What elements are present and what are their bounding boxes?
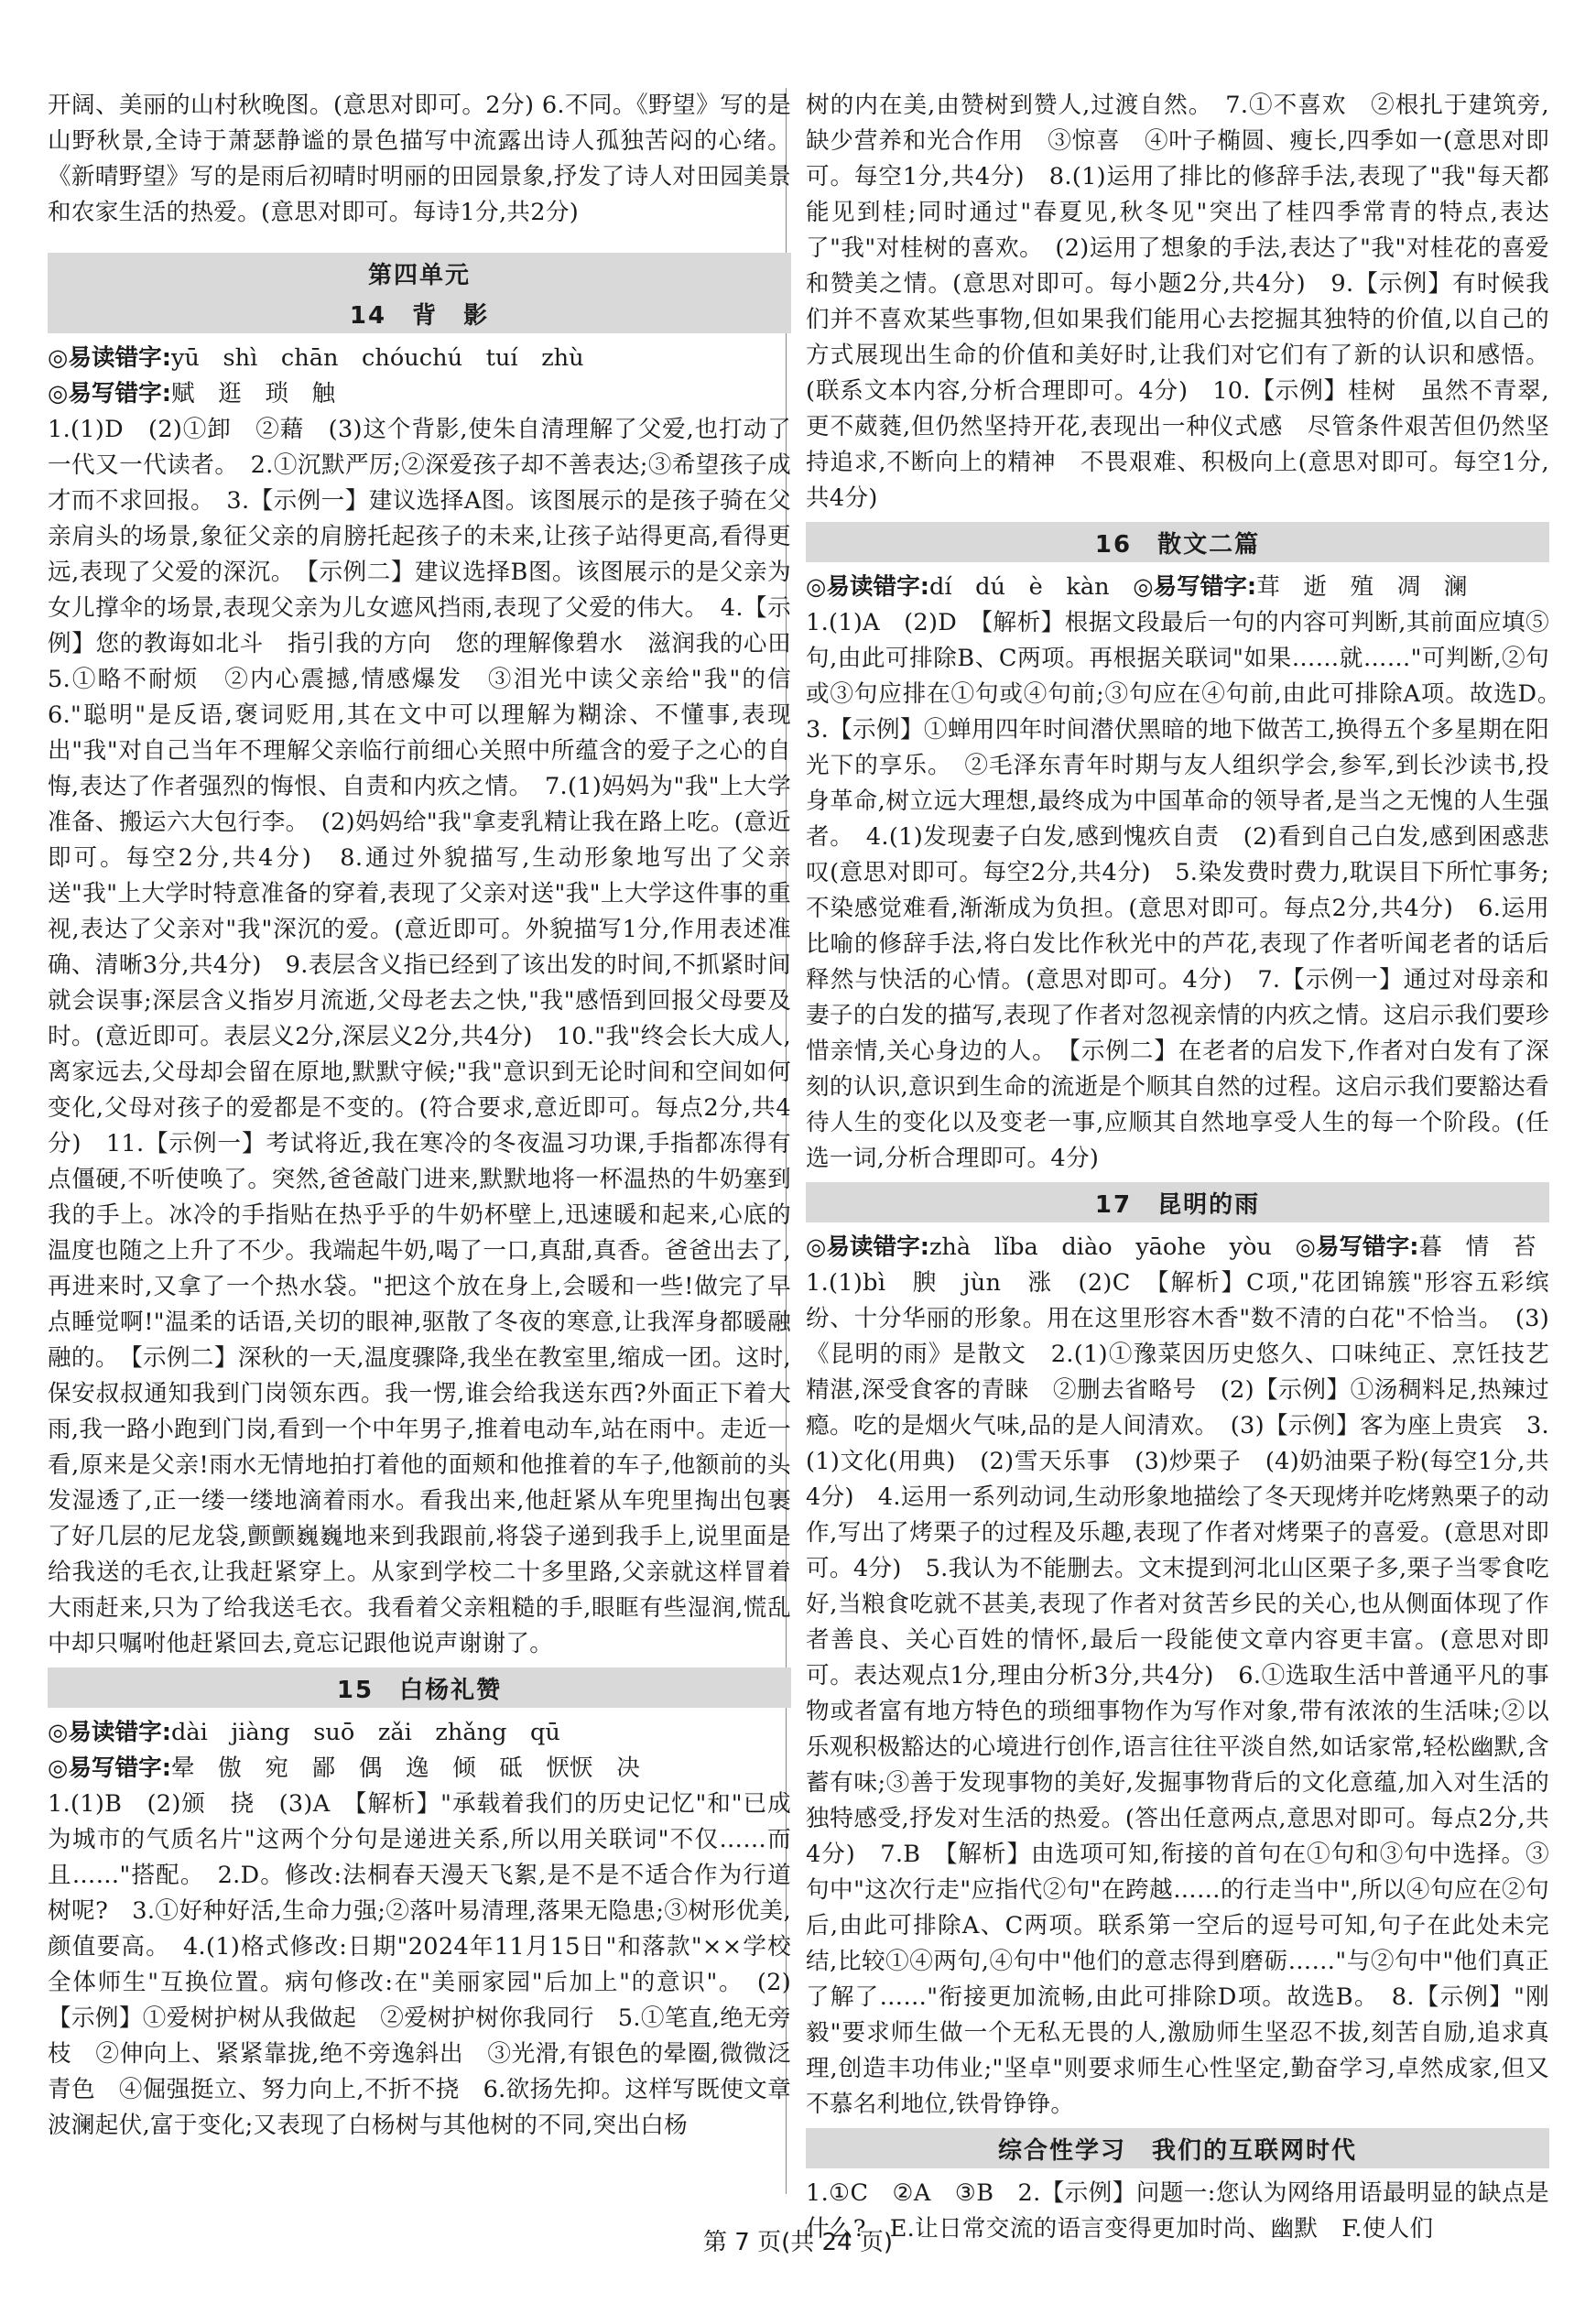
- page-number: 第 7 页(共 24 页): [703, 2229, 893, 2256]
- pinyin-list: zhà lǐba diào yāohe yòu: [928, 1233, 1272, 1261]
- easy-write-label: ◎易写错字:: [48, 1754, 171, 1782]
- paragraph: 树的内在美,由赞树到赞人,过渡自然。 7.①不喜欢 ②根扎于建筑旁,缺少营养和光合作用 ③惊喜 ④叶子椭圆、瘦长,四季如一(意思对即可。每空1分,共4分) 8.(1)运用了排比的修辞手法,表现了"我"每天都能见到桂;同时通过"春夏见,秋冬见"突出了桂四季常青的特点,表达了"我"对桂树的喜欢。 (2)运用了想象的手法,表达了"我"对桂花的喜爱和赞美之情。(意思对即可。每小题2分,共4分) 9.【示例】有时候我们并不喜欢某些事物,但如果我们能用心去挖掘其独特的价值,以自己的方式展现出生命的价值和美好时,让我们对它们有了新的认识和感悟。(联系文本内容,分析合理即可。4分) 10.【示例】桂树 虽然不青翠,更不葳蕤,但仍然坚持开花,表现出一种仪式感 尽管条件艰苦但仍然坚持追求,不断向上的精神 不畏艰难、积极向上(意思对即可。每空1分,共4分): [806, 92, 1549, 512]
- pinyin-list: dí dú è kàn: [928, 573, 1110, 601]
- easy-read-label: ◎易读错字:: [806, 573, 929, 601]
- easy-write-label: ◎易写错字:: [1295, 1233, 1419, 1261]
- character-list: 暮 情 苔: [1418, 1233, 1536, 1261]
- character-list: 晕 傲 宛 鄙 偶 逸 倾 砥 恹恹 决: [170, 1754, 640, 1782]
- answer-body: 1.(1)A (2)D 【解析】根据文段最后一句的内容可判断,其前面应填⑤句,由此可排除B、C两项。再根据关联词"如果……就……"可判断,②句或③句应排在①句或④句前;③句应在④句前,由此可排除A项。故选D。 3.【示例】①蝉用四年时间潜伏黑暗的地下做苦工,换得五个多星期在阳光下的享乐。 ②毛泽东青年时期与友人组织学会,参军,到长沙读书,投身革命,树立远大理想,最终成为中国革命的领导者,是当之无愧的人生强者。 4.(1)发现妻子白发,感到愧疚自责 (2)看到自己白发,感到困惑悲叹(意思对即可。每空2分,共4分) 5.染发费时费力,耽误目下所忙事务;不染感觉难看,渐渐成为负担。(意思对即可。每点2分,共4分) 6.运用比喻的修辞手法,将白发比作秋光中的芦花,表现了作者听闻老者的话后释然与快活的心情。(意思对即可。4分) 7.【示例一】通过对母亲和妻子的白发的描写,表现了作者对忽视亲情的内疚之情。这启示我们要珍惜亲情,关心身边的人。 【示例二】在老者的启发下,作者对白发有了深刻的认识,意识到生命的流逝是个顺其自然的过程。这启示我们要豁达看待人生的变化以及变老一事,应顺其自然地享受人生的每一个阶段。(任选一词,分析合理即可。4分): [806, 609, 1573, 1172]
- right-column: [806, 88, 1573, 2247]
- easy-write-label: ◎易写错字:: [48, 380, 171, 407]
- easy-write-errors: [48, 376, 791, 412]
- easy-write-label: ◎易写错字:: [1133, 573, 1257, 601]
- answer-body: 1.(1)bì 腴 jùn 涨 (2)C 【解析】C项,"花团锦簇"形容五彩缤纷、十分华丽的形象。用在这里形容木香"数不清的白花"不恰当。 (3)《昆明的雨》是散文 2.(1)①豫菜因历史悠久、口味纯正、烹饪技艺精湛,深受食客的青睐 ②删去省略号 (2)【示例】①汤稠料足,热辣过瘾。吃的是烟火气味,品的是人间清欢。 (3)【示例】客为座上贵宾 3.(1)文化(用典) (2)雪天乐事 (3)炒栗子 (4)奶油栗子粉(每空1分,共4分) 4.运用一系列动词,生动形象地描绘了冬天现烤并吃烤熟栗子的动作,写出了烤栗子的过程及乐趣,表现了作者对烤栗子的喜爱。(意思对即可。4分) 5.我认为不能删去。文末提到河北山区栗子多,栗子当零食吃好,当粮食吃就不甚美,表现了作者对贫苦乡民的关心,也从侧面体现了作者善良、关心百姓的情怀,最后一段能使文章内容更丰富。(意思对即可。表达观点1分,理由分析3分,共4分) 6.①选取生活中普通平凡的事物或者富有地方特色的琐细事物作为写作对象,带有浓浓的生活味;②以乐观积极豁达的心境进行创作,语言往往平淡自然,如话家常,轻松幽默,含蓄有味;③善于发现事物的美好,发掘事物背后的文化意蕴,加入对生活的独特感受,抒发对生活的热爱。(答出任意两点,意思对即可。每点2分,共4分) 7.B 【解析】由选项可知,衔接的首句在①句和③句中选择。③句中"这次行走"应指代②句"在跨越……的行走当中",所以④句应在②句后,由此可排除A、C两项。联系第一空后的逗号可知,句子在此处未完结,比较①④两句,④句中"他们的意志得到磨砺……"与②句中"他们真正了解了……"衔接更加流畅,由此可排除D项。故选B。 8.【示例】"刚毅"要求师生做一个无私无畏的人,激励师生坚忍不拔,刻苦自励,追求真理,创造丰功伟业;"坚卓"则要求师生心性坚定,勤奋学习,卓然成家,但又不慕名利地位,铁骨铮铮。: [806, 1269, 1549, 2118]
- comprehensive-study-heading: 综合性学习 我们的互联网时代: [806, 2128, 1549, 2168]
- unit-heading: 第四单元: [48, 253, 791, 293]
- character-list: 赋 逛 琐 触: [170, 380, 336, 407]
- easy-write-errors: [48, 1751, 791, 1787]
- lesson-15-heading: 15 白杨礼赞: [48, 1668, 791, 1708]
- easy-read-label: ◎易读错字:: [48, 1719, 171, 1746]
- easy-read-label: ◎易读错字:: [806, 1233, 929, 1261]
- answer-body: 1.(1)B (2)颁 挠 (3)A 【解析】"承载着我们的历史记忆"和"已成为城市的气质名片"这两个分句是递进关系,所以用关联词"不仅……而且……"搭配。 2.D。修改:法桐春天漫天飞絮,是不是不适合作为行道树呢? 3.①好种好活,生命力强;②落叶易清理,落果无隐患;③树形优美,颜值要高。 4.(1)格式修改:日期"2024年11月15日"和落款"××学校全体师生"互换位置。病句修改:在"美丽家园"后加上"的意识"。 (2)【示例】①爱树护树从我做起 ②爱树护树你我同行 5.①笔直,绝无旁枝 ②伸向上、紧紧靠拢,绝不旁逸斜出 ③光滑,有银色的晕圈,微微泛青色 ④倔强挺立、努力向上,不折不挠 6.欲扬先抑。这样写既使文章波澜起伏,富于变化;又表现了白杨树与其他树的不同,突出白杨: [48, 1790, 791, 2139]
- easy-errors-line: [806, 570, 1549, 605]
- lesson-17-heading: 17 昆明的雨: [806, 1182, 1549, 1222]
- easy-read-errors: [48, 1715, 791, 1751]
- lesson-14-heading: 14 背 影: [48, 293, 791, 333]
- lesson-16-heading: 16 散文二篇: [806, 522, 1549, 562]
- paragraph: 开阔、美丽的山村秋晚图。(意思对即可。2分) 6.不同。《野望》写的是山野秋景,全诗于萧瑟静谧的景色描写中流露出诗人孤独苦闷的心绪。《新晴野望》写的是雨后初晴时明丽的田园景象,抒发了诗人对田园美景和农家生活的热爱。(意思对即可。每诗1分,共2分): [48, 92, 791, 226]
- left-column: [48, 88, 815, 2144]
- pinyin-list: dài jiàng suō zǎi zhǎng qū: [170, 1719, 560, 1746]
- pinyin-list: yū shì chān chóuchú tuí zhù: [170, 344, 584, 372]
- character-list: 茸 逝 殖 凋 澜: [1256, 573, 1468, 601]
- easy-errors-line: [806, 1230, 1549, 1266]
- answer-body: 1.①C ②A ③B 2.【示例】问题一:您认为网络用语最明显的缺点是什么? E.让日常交流的语言变得更加时尚、幽默 F.使人们: [806, 2179, 1549, 2243]
- easy-read-label: ◎易读错字:: [48, 344, 171, 372]
- easy-read-errors: [48, 341, 791, 376]
- answer-body: 1.(1)D (2)①卸 ②藉 (3)这个背影,使朱自清理解了父爱,也打动了一代又一代读者。 2.①沉默严厉;②深爱孩子却不善表达;③希望孩子成才而不求回报。 3.【示例一】建议选择A图。该图展示的是孩子骑在父亲肩头的场景,象征父亲的肩膀托起孩子的未来,让孩子站得更高,看得更远,表现了父爱的深沉。 【示例二】建议选择B图。该图展示的是父亲为女儿撑伞的场景,表现父亲为儿女遮风挡雨,表现了父爱的伟大。 4.【示例】您的教诲如北斗 指引我的方向 您的理解像碧水 滋润我的心田 5.①略不耐烦 ②内心震撼,情感爆发 ③泪光中读父亲给"我"的信 6."聪明"是反语,褒词贬用,其在文中可以理解为糊涂、不懂事,表现出"我"对自己当年不理解父亲临行前细心关照中所蕴含的爱子之心的自悔,表达了作者强烈的悔恨、自责和内疚之情。 7.(1)妈妈为"我"上大学准备、搬运六大包行李。 (2)妈妈给"我"拿麦乳精让我在路上吃。(意近即可。每空2分,共4分) 8.通过外貌描写,生动形象地写出了父亲送"我"上大学时特意准备的穿着,表现了父亲对送"我"上大学这件事的重视,表达了父亲对"我"深沉的爱。(意近即可。外貌描写1分,作用表述准确、清晰3分,共4分) 9.表层含义指已经到了该出发的时间,不抓紧时间就会误事;深层含义指岁月流逝,父母老去之快,"我"感悟到回报父母要及时。(意近即可。表层义2分,深层义2分,共4分) 10."我"终会长大成人,离家远去,父母却会留在原地,默默守候;"我"意识到无论时间和空间如何变化,父母对孩子的爱都是不变的。(符合要求,意近即可。每点2分,共4分) 11.【示例一】考试将近,我在寒冷的冬夜温习功课,手指都冻得有点僵硬,不听使唤了。突然,爸爸敲门进来,默默地将一杯温热的牛奶塞到我的手上。冰冷的手指贴在热乎乎的牛奶杯壁上,迅速暖和起来,心底的温度也随之上升了不少。我端起牛奶,喝了一口,真甜,真香。爸爸出去了,再进来时,又拿了一个热水袋。"把这个放在身上,会暖和一些!做完了早点睡觉啊!"温柔的话语,关切的眼神,驱散了冬夜的寒意,让我浑身都暖融融的。 【示例二】深秋的一天,温度骤降,我坐在教室里,缩成一团。这时,保安叔叔通知我到门岗领东西。我一愣,谁会给我送东西?外面正下着大雨,我一路小跑到门岗,看到一个中年男子,推着电动车,站在雨中。走近一看,原来是父亲!雨水无情地拍打着他的面颊和他推着的车子,他额前的头发湿透了,正一缕一缕地滴着雨水。看我出来,他赶紧从车兜里掏出包裹了好几层的尼龙袋,颤颤巍巍地来到我跟前,将袋子递到我手上,说里面是给我送的毛衣,让我赶紧穿上。从家到学校二十多里路,父亲就这样冒着大雨赶来,只为了给我送毛衣。我看着父亲粗糙的手,眼眶有些湿润,慌乱中却只嘱咐他赶紧回去,竟忘记跟他说声谢谢了。: [48, 416, 815, 1657]
